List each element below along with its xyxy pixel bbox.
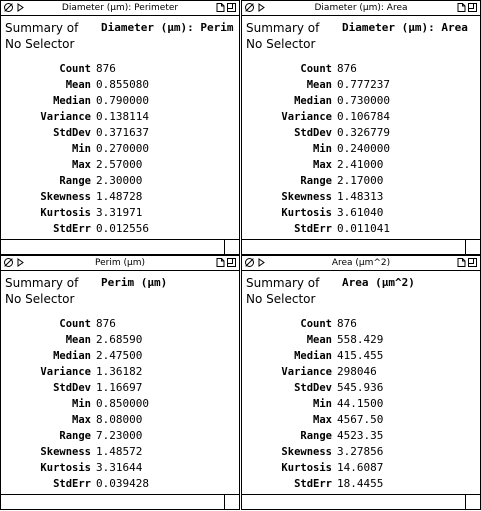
stat-label: Skewness	[40, 191, 91, 203]
stat-row	[242, 380, 481, 396]
stat-value: 0.039428	[96, 477, 149, 490]
stat-label: StdDev	[53, 127, 91, 139]
stat-row	[1, 396, 240, 412]
summary-window	[0, 255, 240, 510]
stat-label: Min	[72, 398, 91, 410]
stat-value: 1.48728	[96, 190, 143, 203]
stat-value: 545.936	[337, 381, 384, 394]
stat-value: 2.47500	[96, 349, 143, 362]
stat-value: 0.790000	[96, 94, 149, 107]
horizontal-scrollbar[interactable]	[1, 494, 239, 509]
horizontal-scrollbar[interactable]	[242, 494, 480, 509]
stat-value: 1.48572	[96, 445, 143, 458]
column-heading: Perim (µm)	[101, 276, 168, 289]
column-heading: Diameter (µm): Perim	[101, 21, 234, 34]
stat-row	[1, 380, 240, 396]
stat-label: Kurtosis	[281, 462, 332, 474]
stat-value: 0.270000	[96, 142, 149, 155]
stat-value: 1.36182	[96, 365, 143, 378]
stat-value: 0.326779	[337, 126, 390, 139]
stat-value: 1.48313	[337, 190, 384, 203]
stat-label: Min	[313, 398, 332, 410]
stat-label: StdErr	[294, 223, 332, 235]
stat-row	[242, 316, 481, 332]
stat-label: StdErr	[53, 478, 91, 490]
stat-label: Mean	[65, 79, 91, 91]
stat-value: 18.4455	[337, 477, 384, 490]
stat-row	[242, 109, 481, 125]
scrollbar-divider	[465, 495, 466, 509]
horizontal-scrollbar[interactable]	[1, 239, 239, 254]
stat-label: Variance	[281, 366, 332, 378]
stat-value: 0.855080	[96, 78, 149, 91]
stat-value: 1.16697	[96, 381, 143, 394]
stat-row	[1, 364, 240, 380]
stat-label: StdErr	[294, 478, 332, 490]
stat-row	[242, 125, 481, 141]
stat-label: Count	[300, 63, 332, 75]
stat-value: 876	[337, 317, 357, 330]
stat-value: 298046	[337, 365, 377, 378]
document-icon[interactable]	[457, 3, 466, 12]
stat-label: Max	[72, 414, 91, 426]
stat-label: Range	[59, 430, 91, 442]
window-titlebar[interactable]	[1, 256, 239, 271]
stat-value: 0.371637	[96, 126, 149, 139]
stat-label: Variance	[40, 111, 91, 123]
stat-label: Kurtosis	[281, 207, 332, 219]
summary-content	[242, 271, 480, 509]
stat-row	[1, 476, 240, 492]
stat-value: 558.429	[337, 333, 384, 346]
stat-value: 0.106784	[337, 110, 390, 123]
stat-value: 2.17000	[337, 174, 384, 187]
summary-heading: Summary of No Selector	[5, 276, 79, 306]
summary-heading: Summary of No Selector	[246, 21, 320, 51]
stat-label: Median	[294, 95, 332, 107]
stat-row	[1, 460, 240, 476]
stat-row	[242, 396, 481, 412]
stat-value: 3.61040	[337, 206, 384, 219]
stat-label: Skewness	[40, 446, 91, 458]
stat-row	[242, 157, 481, 173]
stat-row	[242, 460, 481, 476]
stat-row	[1, 77, 240, 93]
zoom-box-icon[interactable]	[227, 3, 236, 12]
scrollbar-divider	[465, 240, 466, 254]
stat-value: 0.850000	[96, 397, 149, 410]
stat-label: Range	[59, 175, 91, 187]
stat-row	[1, 125, 240, 141]
disclosure-triangle-icon[interactable]	[257, 258, 266, 267]
stat-label: Count	[59, 63, 91, 75]
summary-heading: Summary of No Selector	[5, 21, 79, 51]
summary-content	[1, 16, 239, 254]
stat-row	[242, 173, 481, 189]
stat-label: Variance	[40, 366, 91, 378]
zoom-box-icon[interactable]	[468, 258, 477, 267]
stat-value: 876	[96, 62, 116, 75]
disclosure-triangle-icon[interactable]	[16, 3, 25, 12]
stat-label: Min	[72, 143, 91, 155]
scrollbar-divider	[224, 240, 225, 254]
zoom-box-icon[interactable]	[227, 258, 236, 267]
horizontal-scrollbar[interactable]	[242, 239, 480, 254]
stat-row	[242, 332, 481, 348]
stat-value: 14.6087	[337, 461, 384, 474]
stat-label: Max	[313, 414, 332, 426]
window-titlebar[interactable]	[1, 1, 239, 16]
stat-value: 2.68590	[96, 333, 143, 346]
stat-value: 0.777237	[337, 78, 390, 91]
stat-label: Median	[53, 350, 91, 362]
stat-row	[1, 61, 240, 77]
stat-label: Count	[59, 318, 91, 330]
stat-row	[1, 348, 240, 364]
stat-label: StdDev	[294, 382, 332, 394]
stat-value: 4567.50	[337, 413, 384, 426]
stat-row	[1, 221, 240, 237]
stat-label: Skewness	[281, 446, 332, 458]
window-titlebar[interactable]	[242, 256, 480, 271]
stat-label: StdDev	[53, 382, 91, 394]
stat-value: 3.31644	[96, 461, 143, 474]
stat-row	[242, 189, 481, 205]
stat-value: 44.1500	[337, 397, 384, 410]
stat-row	[242, 221, 481, 237]
stat-value: 0.240000	[337, 142, 390, 155]
scrollbar-divider	[224, 495, 225, 509]
stat-row	[242, 444, 481, 460]
close-icon[interactable]	[4, 258, 13, 267]
stat-value: 415.455	[337, 349, 384, 362]
stat-value: 2.30000	[96, 174, 143, 187]
stat-row	[242, 141, 481, 157]
summary-content	[242, 16, 480, 254]
stat-row	[1, 173, 240, 189]
stat-row	[242, 61, 481, 77]
stat-value: 7.23000	[96, 429, 143, 442]
stat-row	[1, 141, 240, 157]
summary-window	[241, 255, 481, 510]
stat-row	[1, 109, 240, 125]
stat-label: Variance	[281, 111, 332, 123]
stat-value: 4523.35	[337, 429, 384, 442]
stat-row	[242, 476, 481, 492]
stat-value: 876	[96, 317, 116, 330]
stat-label: Mean	[306, 334, 332, 346]
stat-row	[1, 157, 240, 173]
summary-content	[1, 271, 239, 509]
close-icon[interactable]	[4, 3, 13, 12]
stat-row	[1, 205, 240, 221]
stat-value: 8.08000	[96, 413, 143, 426]
stat-label: Kurtosis	[40, 207, 91, 219]
column-heading: Area (µm^2)	[342, 276, 415, 289]
stat-label: Range	[300, 430, 332, 442]
stat-row	[242, 348, 481, 364]
zoom-box-icon[interactable]	[468, 3, 477, 12]
stat-value: 3.27856	[337, 445, 384, 458]
stat-value: 2.41000	[337, 158, 384, 171]
summary-heading: Summary of No Selector	[246, 276, 320, 306]
window-titlebar[interactable]	[242, 1, 480, 16]
stat-label: Kurtosis	[40, 462, 91, 474]
stat-label: Range	[300, 175, 332, 187]
stat-row	[242, 93, 481, 109]
stat-row	[1, 316, 240, 332]
stat-label: Count	[300, 318, 332, 330]
stat-label: Max	[72, 159, 91, 171]
stat-row	[1, 428, 240, 444]
disclosure-triangle-icon[interactable]	[257, 3, 266, 12]
stat-row	[1, 332, 240, 348]
stat-label: Skewness	[281, 191, 332, 203]
summary-window	[241, 0, 481, 255]
window-title: Diameter (µm): Area	[314, 3, 408, 13]
stat-label: StdErr	[53, 223, 91, 235]
stat-value: 3.31971	[96, 206, 143, 219]
window-title: Area (µm^2)	[331, 258, 391, 268]
stat-value: 0.012556	[96, 222, 149, 235]
stat-label: StdDev	[294, 127, 332, 139]
stat-row	[242, 77, 481, 93]
stat-label: Mean	[65, 334, 91, 346]
stat-label: Min	[313, 143, 332, 155]
document-icon[interactable]	[457, 258, 466, 267]
stat-value: 0.730000	[337, 94, 390, 107]
stat-label: Median	[53, 95, 91, 107]
document-icon[interactable]	[216, 3, 225, 12]
column-heading: Diameter (µm): Area	[342, 21, 468, 34]
stat-value: 876	[337, 62, 357, 75]
close-icon[interactable]	[245, 258, 254, 267]
stat-row	[242, 412, 481, 428]
stat-row	[1, 444, 240, 460]
stat-value: 0.011041	[337, 222, 390, 235]
stat-row	[242, 364, 481, 380]
stat-value: 2.57000	[96, 158, 143, 171]
disclosure-triangle-icon[interactable]	[16, 258, 25, 267]
stat-label: Median	[294, 350, 332, 362]
close-icon[interactable]	[245, 3, 254, 12]
stat-label: Max	[313, 159, 332, 171]
stat-row	[1, 412, 240, 428]
stat-label: Mean	[306, 79, 332, 91]
stat-value: 0.138114	[96, 110, 149, 123]
window-title: Perim (µm)	[95, 258, 145, 268]
stat-row	[242, 428, 481, 444]
stat-row	[242, 205, 481, 221]
summary-window	[0, 0, 240, 255]
stat-row	[1, 189, 240, 205]
stat-row	[1, 93, 240, 109]
document-icon[interactable]	[216, 258, 225, 267]
window-title: Diameter (µm): Perimeter	[61, 3, 179, 13]
